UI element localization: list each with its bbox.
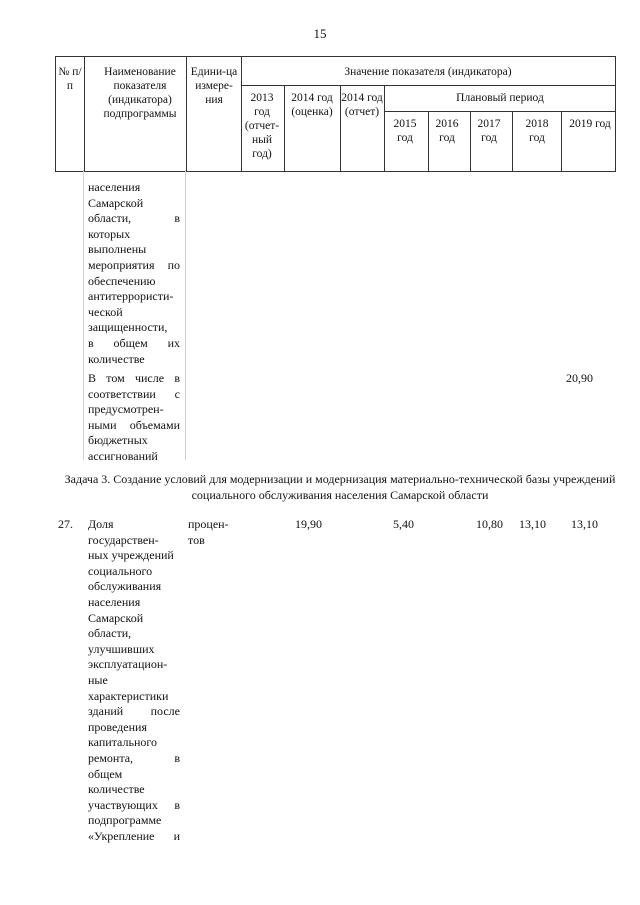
- table-header: [55, 56, 616, 172]
- text-line: ных учреждений: [88, 548, 174, 563]
- text-line: ремонта, в: [88, 750, 180, 765]
- text-line: общем: [88, 766, 123, 781]
- header-year-2016: 2016 год: [435, 118, 459, 144]
- text-line: в общем их: [88, 335, 180, 350]
- text-line: проведения: [88, 719, 147, 734]
- header-col-unit: Едини-ца измере-ния: [190, 66, 238, 106]
- column-guide: [83, 170, 84, 460]
- header-divider: [340, 85, 341, 171]
- text-line: Самарской: [88, 610, 144, 625]
- text-line: улучшивших: [88, 641, 155, 656]
- text-line: мероприятия по: [88, 257, 180, 272]
- text-line: защищенности,: [88, 320, 168, 335]
- text-line: ными объемами: [88, 417, 180, 432]
- subrow-indicator-name: [88, 371, 180, 465]
- text-line: тов: [188, 532, 205, 547]
- text-line: процен-: [188, 517, 229, 531]
- header-divider: [512, 111, 513, 171]
- header-divider: [186, 57, 187, 171]
- text-line: ные: [88, 672, 108, 687]
- text-line: области, в: [88, 211, 180, 226]
- header-divider: [284, 85, 285, 171]
- text-line: соответствии с: [88, 386, 180, 401]
- row27-number: 27.: [58, 517, 73, 531]
- text-line: предусмотрен-: [88, 402, 164, 417]
- header-col-plan: Плановый период: [456, 92, 544, 104]
- header-col-value: Значение показателя (индикатора): [344, 66, 512, 78]
- text-line: бюджетных: [88, 433, 148, 448]
- text-line: которых: [88, 226, 131, 241]
- text-line: количестве: [88, 351, 145, 366]
- row27-value-2013: 19,90: [295, 517, 322, 531]
- row27-value-2014-report: 5,40: [393, 517, 414, 531]
- header-col-2014-report: 2014 год (отчет): [341, 92, 383, 118]
- header-divider: [241, 57, 242, 171]
- continued-indicator-name: [88, 180, 180, 367]
- text-line: обслуживания: [88, 579, 162, 594]
- page-number: 15: [313, 26, 327, 41]
- text-line: социального: [88, 563, 153, 578]
- text-line: характеристики: [88, 688, 169, 703]
- text-line: количестве: [88, 782, 145, 797]
- header-divider: [384, 111, 615, 112]
- text-line: эксплуатацион-: [88, 657, 168, 672]
- text-line: государствен-: [88, 532, 159, 547]
- text-line: ческой: [88, 304, 123, 319]
- header-divider: [428, 111, 429, 171]
- header-year-2015: 2015 год: [393, 118, 417, 144]
- header-year-2019: 2019 год: [569, 118, 611, 130]
- header-divider: [241, 85, 615, 86]
- text-line: подпрограмме: [88, 813, 162, 828]
- task3-title: Задача 3. Создание условий для модернизации и модернизация материально-технической базы учреждений социального обслуживания населения Самарской области: [64, 472, 616, 502]
- text-line: антитеррористи-: [88, 289, 174, 304]
- text-line: участвующих в: [88, 797, 180, 812]
- column-guide: [185, 170, 186, 460]
- subrow-value-2019: 20,90: [566, 371, 593, 385]
- text-line: населения: [88, 594, 141, 609]
- text-line: выполнены: [88, 242, 147, 257]
- header-divider: [470, 111, 471, 171]
- header-year-2018: 2018 год: [525, 118, 549, 144]
- text-line: зданий после: [88, 704, 180, 719]
- text-line: «Укрепление и: [88, 828, 180, 843]
- row27-unit: [188, 517, 238, 548]
- header-col-2014-estimate: 2014 год (оценка): [291, 92, 333, 118]
- text-line: обеспечению: [88, 273, 156, 288]
- row27-indicator-name: [88, 517, 180, 844]
- row27-value-2019: 13,10: [571, 517, 598, 531]
- header-year-2017: 2017 год: [477, 118, 501, 144]
- header-divider: [561, 111, 562, 171]
- row27-value-2017: 10,80: [476, 517, 503, 531]
- text-line: населения: [88, 180, 141, 194]
- text-line: Самарской: [88, 195, 144, 210]
- header-col-name: Наименование показателя (индикатора) подпрограммы: [103, 66, 177, 120]
- row27-value-2018: 13,10: [519, 517, 546, 531]
- header-divider: [384, 85, 385, 171]
- header-col-num: № п/п: [58, 66, 82, 92]
- text-line: ассигнований: [88, 448, 158, 463]
- text-line: капитального: [88, 735, 157, 750]
- header-col-2013: 2013 год (отчет-ный год): [244, 92, 280, 160]
- text-line: В том числе в: [88, 371, 180, 385]
- text-line: Доля: [88, 517, 114, 531]
- text-line: области,: [88, 626, 132, 641]
- header-divider: [84, 57, 85, 171]
